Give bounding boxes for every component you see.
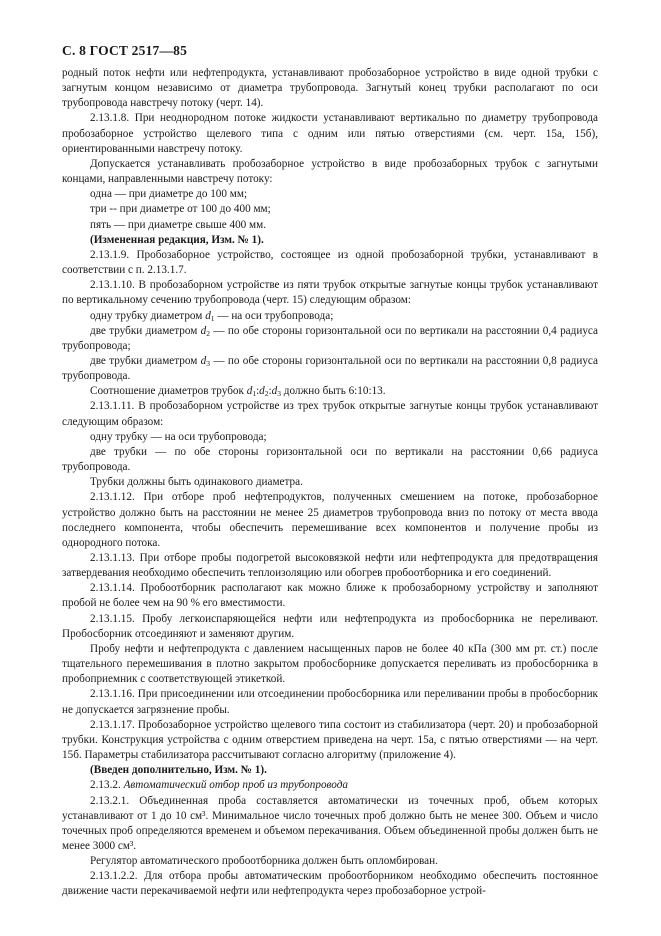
paragraph: 2.13.1.15. Пробу легкоиспаряющейся нефти или нефтепродукта из пробосборника не переливают. Пробосборник отсоединяют и заменяют другим. <box>62 612 598 640</box>
paragraph: 2.13.1.16. При присоединении или отсоединении пробосборника или переливании пробы в пробосборник не допускается загрязнение пробы. <box>62 688 598 716</box>
paragraph: родный поток нефти или нефтепродукта, устанавливают пробозаборное устройство в виде одной трубки с загнутым концом независимо от диаметра трубопровода. Загнутый конец трубки располагают по оси трубопровода навстречу потоку (черт. 14). <box>62 67 598 110</box>
list-item: две трубки — по обе стороны горизонтальной оси по вертикали на расстоянии 0,66 радиуса трубопровода. <box>62 445 598 474</box>
paragraph: 2.13.2.1. Объединенная проба составляется автоматически из точечных проб, объем которых устанавливают от 1 до 10 см³. Минимальное число точечных проб должно быть не менее 300. Объем и число точечных проб определяются временем и объемом перекачивания. Объем объединенной пробы должен быть не менее 3000 см³. <box>62 794 598 852</box>
paragraph: Пробу нефти и нефтепродукта с давлением насыщенных паров не более 40 кПа (300 мм рт. ст.) после тщательного перемешивания в плотно закрытом пробосборнике допускается переливать из пробосборника в пробоприемник с соответствующей этикеткой. <box>62 642 598 686</box>
paragraph: 2.13.1.10. В пробозаборном устройстве из пяти трубок открытые загнутые концы трубок устанавливают по вертикальному сечению трубопровода (черт. 15) следующим образом: <box>62 279 598 307</box>
paragraph: 2.13.1.13. При отборе пробы подогретой высоковязкой нефти или нефтепродукта для предотвращения затвердевания необходимо обеспечить теплоизоляцию или обогрев пробоотборника и его соединений. <box>62 552 598 580</box>
amendment-note: (Измененная редакция, Изм. № 1). <box>90 233 264 246</box>
list-item: пять — при диаметре свыше 400 мм. <box>90 218 267 231</box>
paragraph: 2.13.1.9. Пробозаборное устройство, состоящее из одной пробозаборной трубки, устанавливают в соответствии с п. 2.13.1.7. <box>62 248 598 277</box>
document-body <box>62 66 598 900</box>
paragraph: Регулятор автоматического пробоотборника должен быть опломбирован. <box>90 855 438 868</box>
paragraph: Допускается устанавливать пробозаборное устройство в виде пробозаборных трубок с загнутыми концами, направленными навстречу потоку: <box>62 157 598 186</box>
list-item: одну трубку диаметром $d_1$ — на оси трубопровода; <box>90 309 334 323</box>
list-item: три -- при диаметре от 100 до 400 мм; <box>90 203 271 216</box>
list-item: одна — при диаметре до 100 мм; <box>90 188 248 201</box>
ratio-paragraph: Соотношение диаметров трубок $d_1:d_2:d_3$ должно быть 6:10:13. <box>90 385 386 399</box>
amendment-note: (Введен дополнительно, Изм. № 1). <box>90 764 267 777</box>
page-header: С. 8 ГОСТ 2517—85 <box>62 43 188 58</box>
paragraph: 2.13.1.11. В пробозаборном устройстве из трех трубок открытые загнутые концы трубок устанавливают следующим образом: <box>62 400 598 428</box>
paragraph: 2.13.1.8. При неоднородном потоке жидкости устанавливают вертикально по диаметру трубопровода пробозаборное устройство щелевого типа с одним или пятью отверстиями (см. черт. 15а, 15б), ориентированными навстречу потоку. <box>62 112 598 155</box>
paragraph: Трубки должны быть одинакового диаметра. <box>90 476 303 489</box>
paragraph: 2.13.1.14. Пробоотборник располагают как можно ближе к пробозаборному устройству и заполняют пробой не более чем на 90 % его вместимости. <box>62 582 598 610</box>
list-item: одну трубку — на оси трубопровода; <box>90 430 267 443</box>
list-item: две трубки диаметром $d_3$ — по обе стороны горизонтальной оси по вертикали на расстоянии 0,8 радиуса трубопровода. <box>62 354 598 383</box>
paragraph: 2.13.1.2.2. Для отбора пробы автоматическим пробоотборником необходимо обеспечить постоянное движение части перекачиваемой нефти или нефтепродукта через пробозаборное устрой- <box>62 870 598 898</box>
section-heading: 2.13.2. Автоматический отбор проб из трубопровода <box>90 779 348 792</box>
paragraph: 2.13.1.12. При отборе проб нефтепродуктов, полученных смешением на потоке, пробозаборное устройство должно быть на расстоянии не менее 25 диаметров трубопровода вниз по потоку от места ввода последнего компонента, чтобы обеспечить перемешивание всех компонентов и получение пробы из однородного потока. <box>62 491 598 549</box>
list-item: две трубки диаметром $d_2$ — по обе стороны горизонтальной оси по вертикали на расстоянии 0,4 радиуса трубопровода; <box>62 324 598 352</box>
paragraph: 2.13.1.17. Пробозаборное устройство щелевого типа состоит из стабилизатора (черт. 20) и пробозаборной трубки. Конструкция устройства с одним отверстием приведена на черт. 15а, с пятью отверстиями — на черт. 15б. Параметры стабилизатора рассчитывают согласно алгоритму (приложение 4). <box>62 718 598 762</box>
